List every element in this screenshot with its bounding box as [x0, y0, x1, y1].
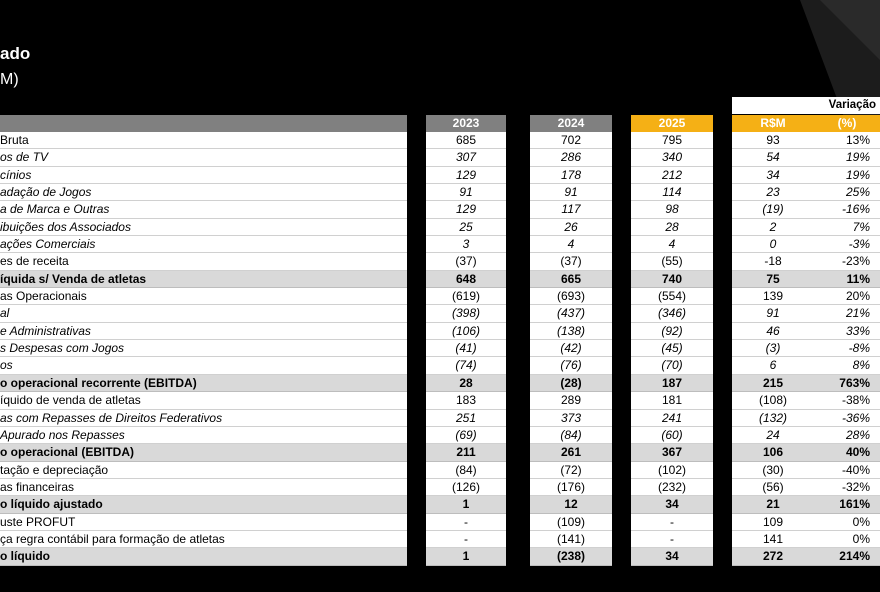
- cell-2024: 12: [530, 496, 612, 513]
- cell-2023: (74): [426, 357, 506, 374]
- cell-2024: (693): [530, 288, 612, 305]
- cell-2023: 211: [426, 444, 506, 461]
- cell-2025: 98: [631, 201, 713, 218]
- row-label: as financeiras: [0, 479, 407, 496]
- cell-2024: 702: [530, 132, 612, 149]
- header-variation-rs: R$M: [732, 115, 814, 132]
- cell-2024: (72): [530, 462, 612, 479]
- cell-variation-pct: 19%: [814, 149, 880, 166]
- cell-variation-rs: 272: [732, 548, 814, 565]
- cell-variation-pct: 7%: [814, 219, 880, 236]
- cell-variation-pct: -23%: [814, 253, 880, 270]
- cell-2025: -: [631, 531, 713, 548]
- cell-2023: -: [426, 514, 506, 531]
- cell-2025: 181: [631, 392, 713, 409]
- cell-2024: (76): [530, 357, 612, 374]
- cell-variation-pct: -32%: [814, 479, 880, 496]
- cell-variation-rs: 93: [732, 132, 814, 149]
- cell-variation-pct: 0%: [814, 531, 880, 548]
- cell-variation-rs: (30): [732, 462, 814, 479]
- column-variation-rs: [732, 115, 814, 566]
- cell-2023: 251: [426, 410, 506, 427]
- row-label: Apurado nos Repasses: [0, 427, 407, 444]
- cell-variation-pct: 33%: [814, 323, 880, 340]
- cell-variation-pct: 20%: [814, 288, 880, 305]
- cell-2023: (619): [426, 288, 506, 305]
- cell-variation-pct: -16%: [814, 201, 880, 218]
- page-title: ado: [0, 44, 31, 63]
- cell-variation-pct: 161%: [814, 496, 880, 513]
- cell-2023: (37): [426, 253, 506, 270]
- cell-2025: 367: [631, 444, 713, 461]
- cell-2025: 740: [631, 271, 713, 288]
- cell-2025: (45): [631, 340, 713, 357]
- label-header: [0, 115, 407, 132]
- header-2024: 2024: [530, 115, 612, 132]
- cell-variation-rs: 109: [732, 514, 814, 531]
- cell-variation-pct: 763%: [814, 375, 880, 392]
- row-label: o operacional recorrente (EBITDA): [0, 375, 407, 392]
- cell-variation-rs: (19): [732, 201, 814, 218]
- cell-2025: 340: [631, 149, 713, 166]
- row-label: cínios: [0, 167, 407, 184]
- cell-variation-pct: 19%: [814, 167, 880, 184]
- cell-2024: (28): [530, 375, 612, 392]
- row-label: ações Comerciais: [0, 236, 407, 253]
- cell-2023: 1: [426, 496, 506, 513]
- cell-2024: (37): [530, 253, 612, 270]
- cell-variation-rs: 46: [732, 323, 814, 340]
- cell-2024: (42): [530, 340, 612, 357]
- cell-variation-pct: -36%: [814, 410, 880, 427]
- cell-variation-pct: -40%: [814, 462, 880, 479]
- cell-2024: (238): [530, 548, 612, 565]
- cell-2023: (398): [426, 305, 506, 322]
- cell-variation-pct: 25%: [814, 184, 880, 201]
- cell-2024: (437): [530, 305, 612, 322]
- cell-2023: (69): [426, 427, 506, 444]
- column-2024: [530, 115, 612, 566]
- cell-2024: 26: [530, 219, 612, 236]
- cell-2023: 28: [426, 375, 506, 392]
- cell-variation-rs: (3): [732, 340, 814, 357]
- cell-variation-pct: 8%: [814, 357, 880, 374]
- row-label: íquida s/ Venda de atletas: [0, 271, 407, 288]
- cell-2023: 3: [426, 236, 506, 253]
- cell-variation-rs: 0: [732, 236, 814, 253]
- row-label: o líquido: [0, 548, 407, 565]
- cell-2024: 117: [530, 201, 612, 218]
- cell-2025: 795: [631, 132, 713, 149]
- row-label: ça regra contábil para formação de atletas: [0, 531, 407, 548]
- cell-2023: 129: [426, 201, 506, 218]
- cell-2023: 307: [426, 149, 506, 166]
- page-subtitle: M): [0, 71, 19, 88]
- cell-2024: (138): [530, 323, 612, 340]
- cell-2025: 34: [631, 496, 713, 513]
- row-label: uste PROFUT: [0, 514, 407, 531]
- row-label: a de Marca e Outras: [0, 201, 407, 218]
- cell-2024: (109): [530, 514, 612, 531]
- header-2025: 2025: [631, 115, 713, 132]
- cell-2024: 289: [530, 392, 612, 409]
- cell-2023: 25: [426, 219, 506, 236]
- cell-variation-rs: (108): [732, 392, 814, 409]
- cell-variation-rs: 34: [732, 167, 814, 184]
- cell-2025: (232): [631, 479, 713, 496]
- cell-2024: 665: [530, 271, 612, 288]
- cell-2023: 685: [426, 132, 506, 149]
- variation-group-header: Variação: [732, 97, 880, 114]
- cell-2024: 261: [530, 444, 612, 461]
- column-variation-pct: [814, 115, 880, 566]
- cell-2025: 241: [631, 410, 713, 427]
- cell-variation-pct: 21%: [814, 305, 880, 322]
- cell-2025: (70): [631, 357, 713, 374]
- cell-2025: (60): [631, 427, 713, 444]
- cell-variation-rs: (56): [732, 479, 814, 496]
- cell-variation-rs: 215: [732, 375, 814, 392]
- cell-variation-rs: -18: [732, 253, 814, 270]
- cell-2024: (176): [530, 479, 612, 496]
- cell-variation-rs: 2: [732, 219, 814, 236]
- cell-variation-rs: 21: [732, 496, 814, 513]
- cell-2025: (346): [631, 305, 713, 322]
- cell-2024: 91: [530, 184, 612, 201]
- row-label: adação de Jogos: [0, 184, 407, 201]
- cell-2025: (55): [631, 253, 713, 270]
- cell-variation-pct: -8%: [814, 340, 880, 357]
- cell-variation-rs: 91: [732, 305, 814, 322]
- row-label: as Operacionais: [0, 288, 407, 305]
- cell-variation-rs: 141: [732, 531, 814, 548]
- cell-2023: 183: [426, 392, 506, 409]
- cell-2023: 1: [426, 548, 506, 565]
- cell-2025: (92): [631, 323, 713, 340]
- cell-variation-rs: 54: [732, 149, 814, 166]
- cell-variation-pct: 0%: [814, 514, 880, 531]
- row-label: es de receita: [0, 253, 407, 270]
- cell-variation-pct: -38%: [814, 392, 880, 409]
- cell-2024: 373: [530, 410, 612, 427]
- row-label: as com Repasses de Direitos Federativos: [0, 410, 407, 427]
- cell-2023: (41): [426, 340, 506, 357]
- cell-2025: 34: [631, 548, 713, 565]
- cell-variation-pct: 13%: [814, 132, 880, 149]
- cell-2024: 286: [530, 149, 612, 166]
- cell-2024: (84): [530, 427, 612, 444]
- cell-variation-rs: 106: [732, 444, 814, 461]
- cell-2024: 4: [530, 236, 612, 253]
- cell-variation-pct: 28%: [814, 427, 880, 444]
- cell-2024: (141): [530, 531, 612, 548]
- cell-variation-rs: 139: [732, 288, 814, 305]
- cell-variation-rs: 75: [732, 271, 814, 288]
- header-variation-pct: (%): [814, 115, 880, 132]
- row-label: tação e depreciação: [0, 462, 407, 479]
- row-label: e Administrativas: [0, 323, 407, 340]
- cell-variation-rs: (132): [732, 410, 814, 427]
- cell-2025: 114: [631, 184, 713, 201]
- row-label: os de TV: [0, 149, 407, 166]
- cell-2023: 91: [426, 184, 506, 201]
- row-label: íquido de venda de atletas: [0, 392, 407, 409]
- cell-2025: 212: [631, 167, 713, 184]
- cell-variation-pct: 40%: [814, 444, 880, 461]
- cell-2023: 648: [426, 271, 506, 288]
- row-label: os: [0, 357, 407, 374]
- cell-2023: (84): [426, 462, 506, 479]
- cell-2025: -: [631, 514, 713, 531]
- cell-2025: 4: [631, 236, 713, 253]
- column-2025: [631, 115, 713, 566]
- cell-2025: 28: [631, 219, 713, 236]
- cell-2025: (554): [631, 288, 713, 305]
- label-column: [0, 115, 407, 566]
- row-label: o operacional (EBITDA): [0, 444, 407, 461]
- cell-variation-rs: 6: [732, 357, 814, 374]
- cell-variation-rs: 23: [732, 184, 814, 201]
- cell-2023: (126): [426, 479, 506, 496]
- cell-variation-pct: -3%: [814, 236, 880, 253]
- cell-2024: 178: [530, 167, 612, 184]
- cell-variation-pct: 11%: [814, 271, 880, 288]
- cell-2023: -: [426, 531, 506, 548]
- cell-2023: 129: [426, 167, 506, 184]
- cell-variation-pct: 214%: [814, 548, 880, 565]
- cell-2025: (102): [631, 462, 713, 479]
- header-2023: 2023: [426, 115, 506, 132]
- row-label: o líquido ajustado: [0, 496, 407, 513]
- cell-2025: 187: [631, 375, 713, 392]
- row-label: ibuições dos Associados: [0, 219, 407, 236]
- cell-variation-rs: 24: [732, 427, 814, 444]
- row-label: al: [0, 305, 407, 322]
- column-2023: [426, 115, 506, 566]
- row-label: Bruta: [0, 132, 407, 149]
- row-label: s Despesas com Jogos: [0, 340, 407, 357]
- cell-2023: (106): [426, 323, 506, 340]
